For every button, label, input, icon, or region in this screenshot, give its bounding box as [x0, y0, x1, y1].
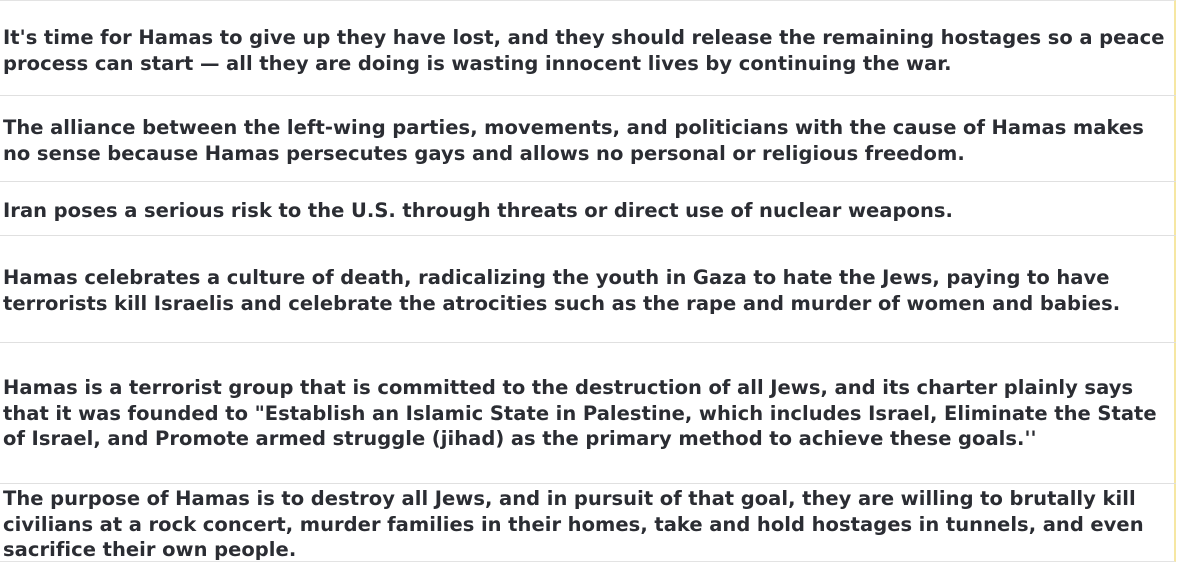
statement-row[interactable] — [0, 484, 1176, 562]
statement-text: Hamas celebrates a culture of death, radicalizing the youth in Gaza to hate the Jews, paying to have terrorists kill Israelis and celebrate the atrocities such as the rape and murder of women and babies. — [3, 266, 1121, 315]
statement-row[interactable] — [0, 2, 1176, 96]
statement-row[interactable] — [0, 182, 1176, 236]
statement-row[interactable] — [0, 236, 1176, 343]
statement-row[interactable] — [0, 96, 1176, 182]
statement-text: The alliance between the left-wing parties, movements, and politicians with the cause of Hamas makes no sense because Hamas persecutes gays and allows no personal or religious freedom. — [3, 116, 1144, 165]
statement-text: Iran poses a serious risk to the U.S. through threats or direct use of nuclear weapons. — [3, 199, 953, 222]
statement-row[interactable] — [0, 343, 1176, 484]
statement-text: The purpose of Hamas is to destroy all Jews, and in pursuit of that goal, they are willing to brutally kill civilians at a rock concert, murder families in their homes, take and hold hostages in tunnels, and even sacrifice their own people. — [3, 487, 1144, 561]
statement-text: It's time for Hamas to give up they have lost, and they should release the remaining hostages so a peace process can start — all they are doing is wasting innocent lives by continuing the war. — [3, 26, 1165, 75]
statement-text: Hamas is a terrorist group that is committed to the destruction of all Jews, and its charter plainly says that it was founded to "Establish an Islamic State in Palestine, which includes Israel, Eliminate the State of Israel, and Promote armed struggle (jihad) as the primary method to achieve these goals.'' — [3, 376, 1157, 450]
